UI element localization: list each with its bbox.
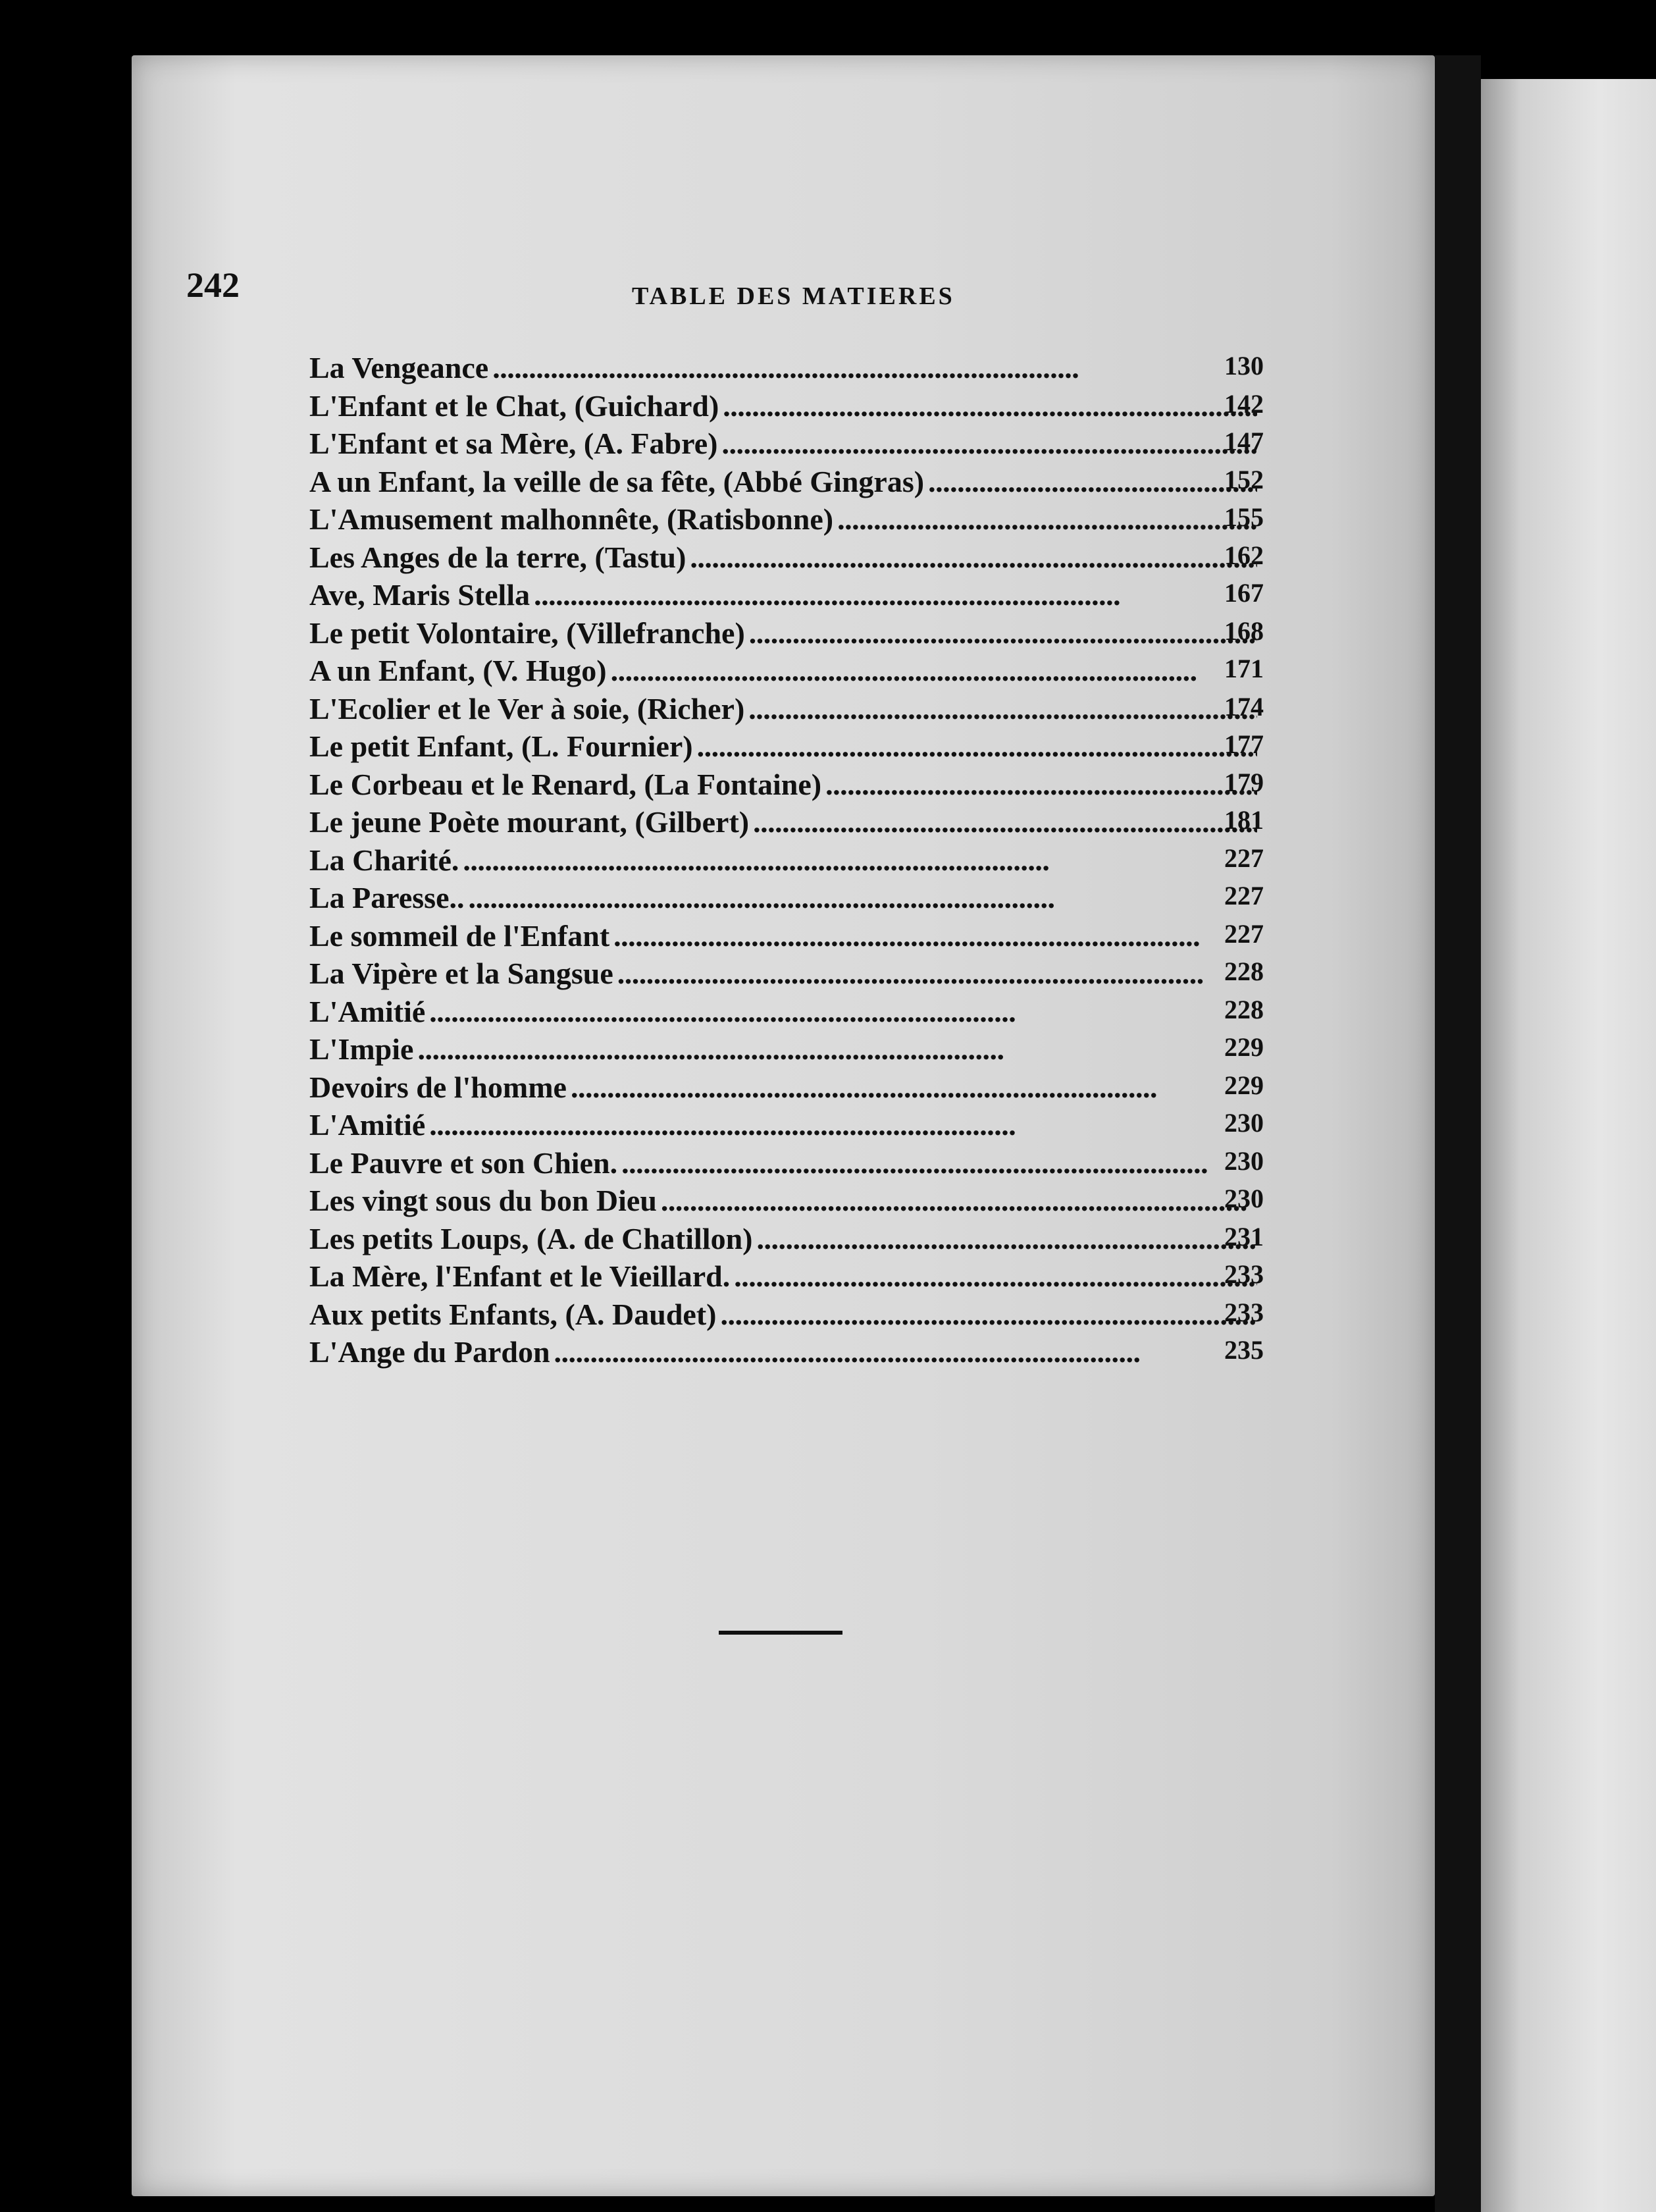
toc-entry xyxy=(309,1032,1297,1070)
toc-entry-page: 171 xyxy=(1224,654,1264,683)
dot-leader xyxy=(686,540,1257,575)
toc-entry-title: L'Amitié xyxy=(309,994,426,1028)
toc-entry-title: Le Corbeau et le Renard, (La Fontaine) xyxy=(309,767,822,801)
book-gutter xyxy=(1435,55,1481,2212)
toc-entry-title: La Vipère et la Sangsue xyxy=(309,957,613,990)
dot-leader xyxy=(609,918,1257,953)
dot-leader xyxy=(425,1107,1257,1142)
toc-entry-page: 230 xyxy=(1224,1146,1264,1176)
toc-entry-page: 228 xyxy=(1224,957,1264,986)
toc-entry xyxy=(309,350,1297,388)
toc-entry xyxy=(309,1334,1297,1373)
dot-leader xyxy=(413,1032,1257,1066)
toc-entry xyxy=(309,577,1297,616)
toc-entry-title: La Mère, l'Enfant et le Vieillard. xyxy=(309,1259,731,1293)
dot-leader xyxy=(607,653,1257,688)
toc-entry xyxy=(309,464,1297,502)
toc-entry-title: L'Enfant et le Chat, (Guichard) xyxy=(309,388,719,423)
toc-entry-title: La Paresse.. xyxy=(309,881,465,914)
dot-leader xyxy=(716,1297,1257,1332)
toc-entry xyxy=(309,994,1297,1032)
toc-entry-page: 152 xyxy=(1224,464,1264,494)
toc-entry-title: Le petit Enfant, (L. Fournier) xyxy=(309,729,693,763)
toc-entry xyxy=(309,1297,1297,1335)
toc-entry-title: Le sommeil de l'Enfant xyxy=(309,918,610,953)
toc-entry-title: Les petits Loups, (A. de Chatillon) xyxy=(309,1221,753,1255)
toc-entry-title: L'Impie xyxy=(309,1032,414,1066)
dot-leader xyxy=(744,691,1257,726)
dot-leader xyxy=(657,1183,1257,1218)
toc-entry-title: L'Ange du Pardon xyxy=(309,1335,550,1369)
dot-leader xyxy=(488,350,1257,385)
dot-leader xyxy=(567,1070,1257,1105)
toc-entry-page: 167 xyxy=(1224,578,1264,608)
toc-entry-title: La Vengeance xyxy=(309,351,489,384)
toc-entry xyxy=(309,729,1297,767)
toc-entry-title: Le Pauvre et son Chien. xyxy=(309,1146,618,1180)
toc-entry-page: 235 xyxy=(1224,1335,1264,1365)
toc-entry xyxy=(309,1221,1297,1259)
dot-leader xyxy=(613,956,1257,991)
toc-entry xyxy=(309,956,1297,994)
dot-leader xyxy=(749,804,1257,839)
toc-entry-title: Ave, Maris Stella xyxy=(309,578,530,612)
dot-leader xyxy=(745,616,1257,650)
toc-entry-title: Les vingt sous du bon Dieu xyxy=(309,1184,657,1217)
toc-entry xyxy=(309,767,1297,805)
dot-leader xyxy=(550,1334,1257,1369)
toc-entry xyxy=(309,843,1297,881)
toc-entry-page: 229 xyxy=(1224,1032,1264,1062)
toc-entry-title: L'Enfant et sa Mère, (A. Fabre) xyxy=(309,427,718,460)
toc-entry-page: 179 xyxy=(1224,767,1264,797)
toc-entry-title: Le petit Volontaire, (Villefranche) xyxy=(309,616,745,650)
table-of-contents xyxy=(309,350,1297,1373)
toc-entry xyxy=(309,918,1297,957)
toc-entry-page: 227 xyxy=(1224,881,1264,910)
toc-entry-title: La Charité. xyxy=(309,843,459,877)
toc-entry-title: A un Enfant, la veille de sa fête, (Abbé Gingras) xyxy=(309,464,925,498)
toc-entry xyxy=(309,540,1297,578)
adjacent-page-edge xyxy=(1481,79,1656,2212)
toc-entry-page: 174 xyxy=(1224,691,1264,722)
toc-entry-page: 168 xyxy=(1224,616,1264,646)
toc-entry xyxy=(309,691,1297,729)
dot-leader xyxy=(719,388,1257,423)
toc-entry-page: 130 xyxy=(1224,351,1264,381)
toc-entry-page: 155 xyxy=(1224,502,1264,532)
toc-entry-page: 147 xyxy=(1224,427,1264,456)
toc-entry-page: 227 xyxy=(1224,843,1264,873)
toc-entry xyxy=(309,616,1297,654)
dot-leader xyxy=(617,1146,1257,1180)
dot-leader xyxy=(693,729,1257,764)
toc-entry-title: Aux petits Enfants, (A. Daudet) xyxy=(309,1297,717,1331)
toc-entry xyxy=(309,880,1297,918)
toc-entry-page: 227 xyxy=(1224,918,1264,949)
toc-entry xyxy=(309,1183,1297,1221)
toc-entry xyxy=(309,426,1297,464)
toc-entry xyxy=(309,1070,1297,1108)
toc-entry-title: L'Ecolier et le Ver à soie, (Richer) xyxy=(309,691,745,725)
dot-leader xyxy=(730,1259,1257,1294)
toc-entry-page: 230 xyxy=(1224,1108,1264,1138)
toc-entry-page: 181 xyxy=(1224,805,1264,835)
running-header-title: TABLE DES MATIERES xyxy=(632,282,955,310)
dot-leader xyxy=(465,880,1257,915)
toc-entry-page: 162 xyxy=(1224,540,1264,570)
end-rule xyxy=(719,1631,842,1635)
dot-leader xyxy=(459,843,1257,878)
dot-leader xyxy=(530,577,1257,612)
page-number: 242 xyxy=(186,265,240,305)
toc-entry-page: 229 xyxy=(1224,1070,1264,1100)
toc-entry xyxy=(309,804,1297,843)
toc-entry-page: 233 xyxy=(1224,1297,1264,1327)
toc-entry-title: A un Enfant, (V. Hugo) xyxy=(309,654,607,687)
toc-entry-page: 230 xyxy=(1224,1184,1264,1213)
toc-entry xyxy=(309,1146,1297,1184)
toc-entry-title: Les Anges de la terre, (Tastu) xyxy=(309,540,686,574)
toc-entry-page: 228 xyxy=(1224,994,1264,1024)
toc-entry-page: 233 xyxy=(1224,1259,1264,1289)
toc-entry-page: 177 xyxy=(1224,729,1264,759)
toc-entry xyxy=(309,653,1297,691)
toc-entry-page: 142 xyxy=(1224,388,1264,419)
toc-entry-title: L'Amusement malhonnête, (Ratisbonne) xyxy=(309,502,834,536)
dot-leader xyxy=(425,994,1257,1029)
dot-leader xyxy=(717,426,1257,461)
toc-entry-title: Le jeune Poète mourant, (Gilbert) xyxy=(309,805,750,839)
toc-entry-page: 231 xyxy=(1224,1221,1264,1251)
toc-entry xyxy=(309,1107,1297,1146)
toc-entry xyxy=(309,388,1297,427)
dot-leader xyxy=(752,1221,1257,1256)
toc-entry-title: Devoirs de l'homme xyxy=(309,1070,567,1104)
toc-entry-title: L'Amitié xyxy=(309,1108,426,1142)
toc-entry xyxy=(309,1259,1297,1297)
toc-entry xyxy=(309,502,1297,540)
